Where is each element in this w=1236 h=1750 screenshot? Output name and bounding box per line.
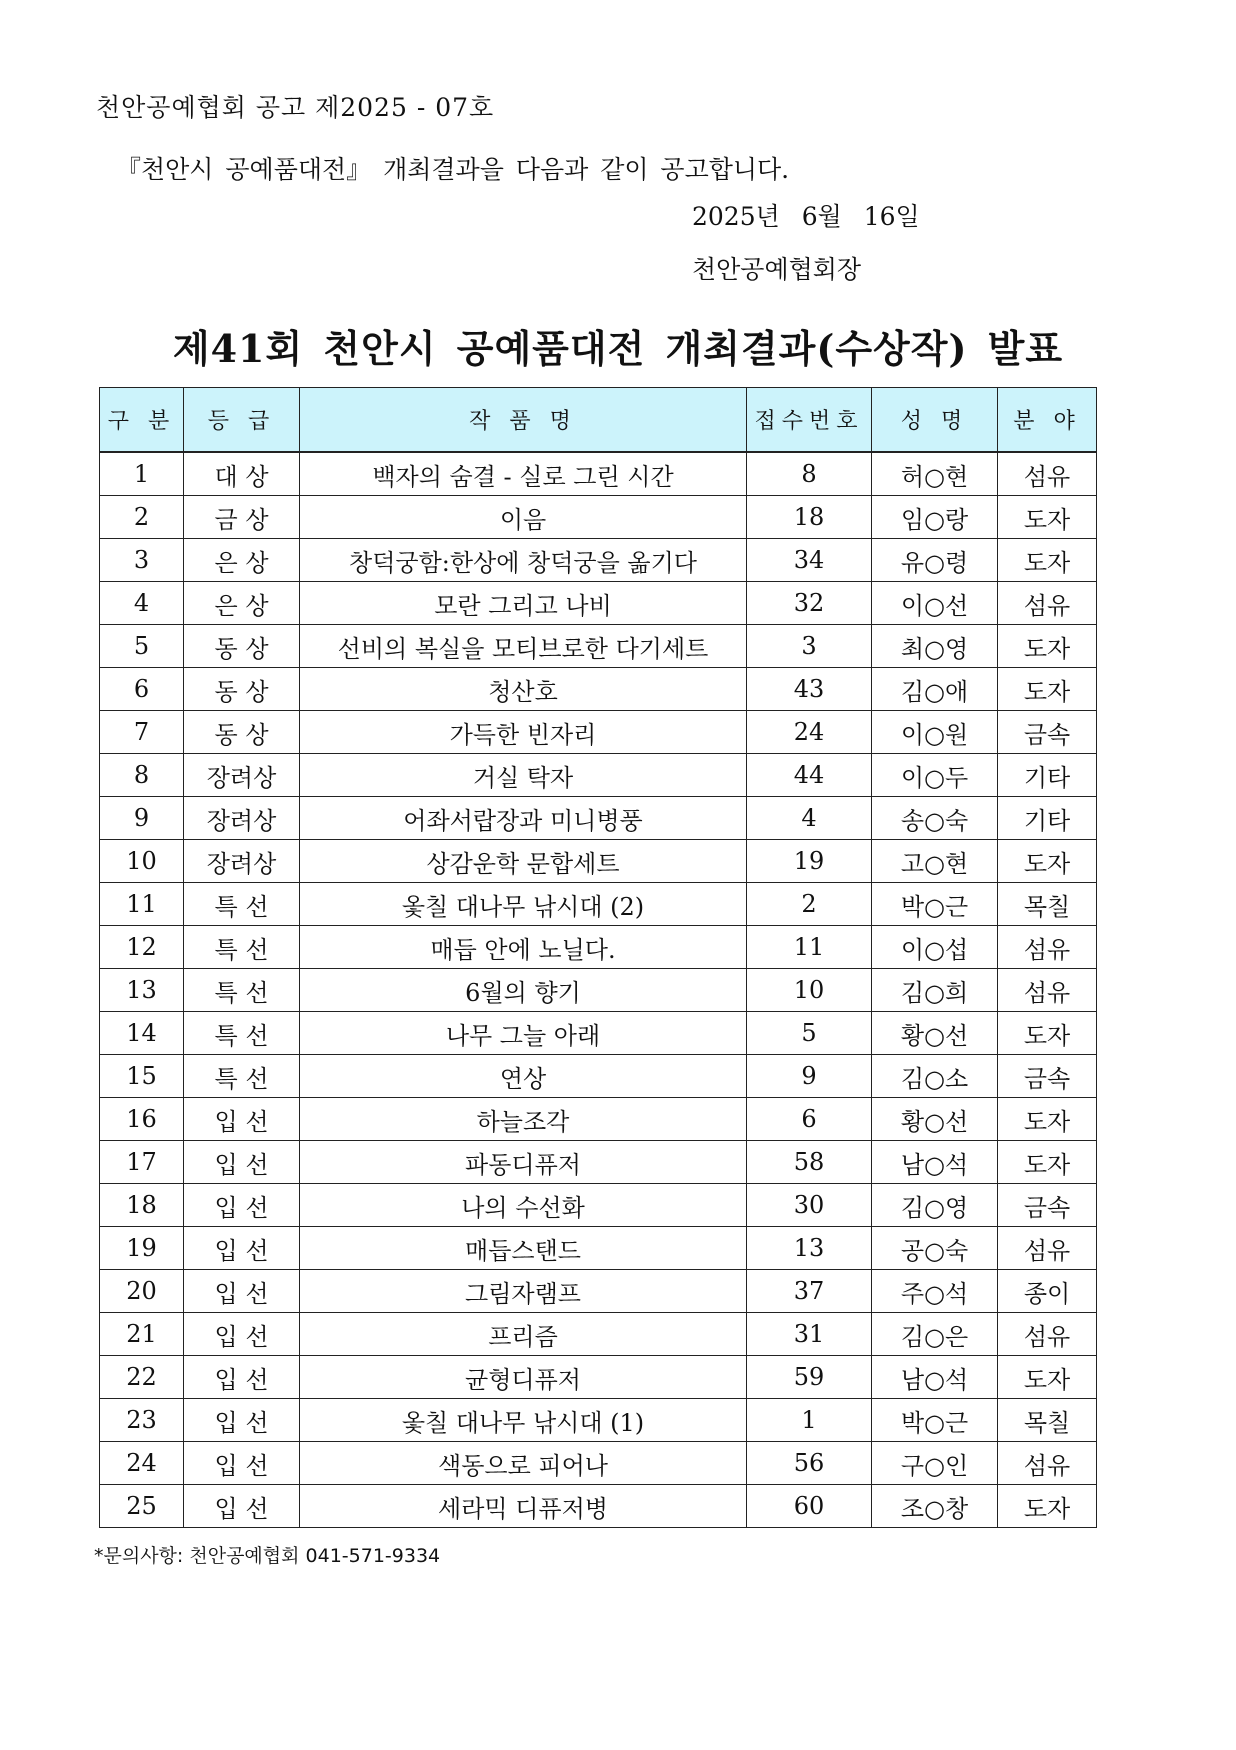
cell-grade: 입 선 — [184, 1270, 300, 1313]
cell-name: 허○현 — [872, 452, 998, 496]
cell-field: 목칠 — [998, 1399, 1097, 1442]
cell-entry-number: 13 — [747, 1227, 872, 1270]
table-row — [100, 754, 1097, 797]
cell-field: 금속 — [998, 711, 1097, 754]
cell-number: 25 — [100, 1485, 184, 1528]
cell-entry-number: 3 — [747, 625, 872, 668]
cell-entry-number: 10 — [747, 969, 872, 1012]
cell-name: 남○석 — [872, 1141, 998, 1184]
cell-work-title: 파동디퓨저 — [300, 1141, 747, 1184]
cell-field: 도자 — [998, 1098, 1097, 1141]
cell-entry-number: 4 — [747, 797, 872, 840]
cell-number: 17 — [100, 1141, 184, 1184]
cell-grade: 동 상 — [184, 668, 300, 711]
table-row — [100, 1270, 1097, 1313]
table-row — [100, 625, 1097, 668]
cell-entry-number: 1 — [747, 1399, 872, 1442]
cell-work-title: 모란 그리고 나비 — [300, 582, 747, 625]
cell-grade: 장려상 — [184, 840, 300, 883]
cell-name: 김○영 — [872, 1184, 998, 1227]
table-header-row — [100, 388, 1097, 453]
cell-name: 김○소 — [872, 1055, 998, 1098]
cell-number: 18 — [100, 1184, 184, 1227]
cell-field: 도자 — [998, 840, 1097, 883]
table-row — [100, 539, 1097, 582]
cell-grade: 동 상 — [184, 711, 300, 754]
cell-entry-number: 5 — [747, 1012, 872, 1055]
cell-grade: 금 상 — [184, 496, 300, 539]
cell-number: 14 — [100, 1012, 184, 1055]
cell-work-title: 거실 탁자 — [300, 754, 747, 797]
cell-work-title: 매듭스탠드 — [300, 1227, 747, 1270]
cell-entry-number: 31 — [747, 1313, 872, 1356]
table-row — [100, 840, 1097, 883]
cell-name: 송○숙 — [872, 797, 998, 840]
cell-work-title: 그림자램프 — [300, 1270, 747, 1313]
cell-name: 공○숙 — [872, 1227, 998, 1270]
cell-number: 9 — [100, 797, 184, 840]
cell-work-title: 선비의 복실을 모티브로한 다기세트 — [300, 625, 747, 668]
cell-entry-number: 32 — [747, 582, 872, 625]
cell-entry-number: 44 — [747, 754, 872, 797]
cell-work-title: 백자의 숨결 - 실로 그린 시간 — [300, 452, 747, 496]
cell-name: 구○인 — [872, 1442, 998, 1485]
cell-name: 김○희 — [872, 969, 998, 1012]
table-row — [100, 668, 1097, 711]
cell-entry-number: 30 — [747, 1184, 872, 1227]
cell-field: 도자 — [998, 1141, 1097, 1184]
table-row — [100, 969, 1097, 1012]
cell-field: 도자 — [998, 496, 1097, 539]
cell-entry-number: 19 — [747, 840, 872, 883]
cell-field: 종이 — [998, 1270, 1097, 1313]
cell-field: 금속 — [998, 1055, 1097, 1098]
issuer: 천안공예협회장 — [692, 255, 862, 284]
cell-name: 김○애 — [872, 668, 998, 711]
cell-grade: 특 선 — [184, 1012, 300, 1055]
header-entry-number: 접수번호 — [747, 388, 872, 453]
cell-field: 도자 — [998, 668, 1097, 711]
cell-number: 5 — [100, 625, 184, 668]
cell-work-title: 나무 그늘 아래 — [300, 1012, 747, 1055]
table-row — [100, 797, 1097, 840]
cell-entry-number: 37 — [747, 1270, 872, 1313]
cell-field: 섬유 — [998, 969, 1097, 1012]
cell-name: 황○선 — [872, 1012, 998, 1055]
cell-name: 김○은 — [872, 1313, 998, 1356]
cell-work-title: 프리즘 — [300, 1313, 747, 1356]
cell-number: 22 — [100, 1356, 184, 1399]
intro-text: 『천안시 공예품대전』 개최결과을 다음과 같이 공고합니다. — [116, 155, 790, 184]
cell-grade: 입 선 — [184, 1313, 300, 1356]
cell-entry-number: 8 — [747, 452, 872, 496]
cell-name: 최○영 — [872, 625, 998, 668]
table-row — [100, 1012, 1097, 1055]
notice-date: 2025년 6월 16일 — [692, 202, 920, 231]
table-row — [100, 926, 1097, 969]
cell-number: 12 — [100, 926, 184, 969]
cell-number: 2 — [100, 496, 184, 539]
cell-work-title: 균형디퓨저 — [300, 1356, 747, 1399]
cell-entry-number: 59 — [747, 1356, 872, 1399]
cell-grade: 은 상 — [184, 539, 300, 582]
cell-grade: 특 선 — [184, 926, 300, 969]
cell-entry-number: 43 — [747, 668, 872, 711]
cell-field: 도자 — [998, 625, 1097, 668]
cell-work-title: 매듭 안에 노닐다. — [300, 926, 747, 969]
cell-number: 4 — [100, 582, 184, 625]
cell-name: 유○령 — [872, 539, 998, 582]
cell-field: 섬유 — [998, 926, 1097, 969]
cell-grade: 입 선 — [184, 1399, 300, 1442]
table-row — [100, 1098, 1097, 1141]
cell-number: 19 — [100, 1227, 184, 1270]
cell-name: 이○원 — [872, 711, 998, 754]
cell-work-title: 연상 — [300, 1055, 747, 1098]
table-row — [100, 711, 1097, 754]
cell-name: 박○근 — [872, 1399, 998, 1442]
cell-work-title: 어좌서랍장과 미니병풍 — [300, 797, 747, 840]
cell-grade: 입 선 — [184, 1141, 300, 1184]
header-number: 구 분 — [100, 388, 184, 453]
cell-field: 섬유 — [998, 1313, 1097, 1356]
cell-number: 20 — [100, 1270, 184, 1313]
cell-entry-number: 56 — [747, 1442, 872, 1485]
table-row — [100, 582, 1097, 625]
cell-name: 이○섭 — [872, 926, 998, 969]
cell-field: 섬유 — [998, 1442, 1097, 1485]
cell-work-title: 창덕궁함:한상에 창덕궁을 옮기다 — [300, 539, 747, 582]
header-name: 성 명 — [872, 388, 998, 453]
cell-grade: 동 상 — [184, 625, 300, 668]
notice-number: 천안공예협회 공고 제2025 - 07호 — [96, 93, 495, 122]
cell-entry-number: 24 — [747, 711, 872, 754]
table-row — [100, 452, 1097, 496]
table-body — [100, 452, 1097, 1528]
cell-grade: 특 선 — [184, 1055, 300, 1098]
table-row — [100, 883, 1097, 926]
table-row — [100, 1442, 1097, 1485]
table-row — [100, 1399, 1097, 1442]
table-row — [100, 496, 1097, 539]
cell-entry-number: 34 — [747, 539, 872, 582]
cell-number: 21 — [100, 1313, 184, 1356]
cell-name: 황○선 — [872, 1098, 998, 1141]
cell-work-title: 옻칠 대나무 낚시대 (1) — [300, 1399, 747, 1442]
cell-field: 도자 — [998, 1356, 1097, 1399]
cell-field: 기타 — [998, 754, 1097, 797]
cell-grade: 입 선 — [184, 1227, 300, 1270]
table-row — [100, 1485, 1097, 1528]
cell-grade: 입 선 — [184, 1098, 300, 1141]
cell-name: 조○창 — [872, 1485, 998, 1528]
table-row — [100, 1227, 1097, 1270]
cell-work-title: 옻칠 대나무 낚시대 (2) — [300, 883, 747, 926]
cell-number: 13 — [100, 969, 184, 1012]
cell-grade: 대 상 — [184, 452, 300, 496]
cell-number: 16 — [100, 1098, 184, 1141]
cell-name: 이○선 — [872, 582, 998, 625]
cell-entry-number: 11 — [747, 926, 872, 969]
cell-work-title: 6월의 향기 — [300, 969, 747, 1012]
cell-work-title: 색동으로 피어나 — [300, 1442, 747, 1485]
cell-entry-number: 58 — [747, 1141, 872, 1184]
cell-number: 6 — [100, 668, 184, 711]
cell-name: 주○석 — [872, 1270, 998, 1313]
results-table — [99, 387, 1097, 1528]
cell-work-title: 상감운학 문합세트 — [300, 840, 747, 883]
cell-name: 이○두 — [872, 754, 998, 797]
cell-work-title: 세라믹 디퓨저병 — [300, 1485, 747, 1528]
cell-grade: 은 상 — [184, 582, 300, 625]
cell-name: 고○현 — [872, 840, 998, 883]
table-row — [100, 1184, 1097, 1227]
cell-work-title: 가득한 빈자리 — [300, 711, 747, 754]
table-row — [100, 1313, 1097, 1356]
cell-work-title: 청산호 — [300, 668, 747, 711]
contact-footnote: *문의사항: 천안공예협회 041-571-9334 — [94, 1545, 441, 1567]
cell-name: 박○근 — [872, 883, 998, 926]
table-row — [100, 1141, 1097, 1184]
cell-entry-number: 2 — [747, 883, 872, 926]
table-row — [100, 1055, 1097, 1098]
cell-grade: 입 선 — [184, 1442, 300, 1485]
cell-number: 7 — [100, 711, 184, 754]
cell-grade: 입 선 — [184, 1485, 300, 1528]
cell-field: 기타 — [998, 797, 1097, 840]
cell-number: 15 — [100, 1055, 184, 1098]
cell-field: 섬유 — [998, 452, 1097, 496]
cell-grade: 특 선 — [184, 969, 300, 1012]
cell-field: 도자 — [998, 539, 1097, 582]
cell-field: 도자 — [998, 1485, 1097, 1528]
page-title: 제41회 천안시 공예품대전 개최결과(수상작) 발표 — [172, 326, 1064, 371]
cell-grade: 장려상 — [184, 797, 300, 840]
cell-number: 1 — [100, 452, 184, 496]
header-grade: 등 급 — [184, 388, 300, 453]
header-work-title: 작 품 명 — [300, 388, 747, 453]
cell-number: 23 — [100, 1399, 184, 1442]
cell-name: 남○석 — [872, 1356, 998, 1399]
cell-number: 11 — [100, 883, 184, 926]
cell-grade: 입 선 — [184, 1184, 300, 1227]
cell-field: 도자 — [998, 1012, 1097, 1055]
cell-entry-number: 18 — [747, 496, 872, 539]
cell-grade: 입 선 — [184, 1356, 300, 1399]
cell-grade: 장려상 — [184, 754, 300, 797]
cell-number: 3 — [100, 539, 184, 582]
cell-field: 목칠 — [998, 883, 1097, 926]
cell-entry-number: 60 — [747, 1485, 872, 1528]
cell-work-title: 이음 — [300, 496, 747, 539]
cell-number: 24 — [100, 1442, 184, 1485]
cell-work-title: 나의 수선화 — [300, 1184, 747, 1227]
cell-field: 금속 — [998, 1184, 1097, 1227]
cell-work-title: 하늘조각 — [300, 1098, 747, 1141]
cell-entry-number: 9 — [747, 1055, 872, 1098]
cell-grade: 특 선 — [184, 883, 300, 926]
header-field: 분 야 — [998, 388, 1097, 453]
table-row — [100, 1356, 1097, 1399]
cell-entry-number: 6 — [747, 1098, 872, 1141]
cell-name: 임○랑 — [872, 496, 998, 539]
cell-field: 섬유 — [998, 1227, 1097, 1270]
cell-number: 10 — [100, 840, 184, 883]
cell-number: 8 — [100, 754, 184, 797]
cell-field: 섬유 — [998, 582, 1097, 625]
